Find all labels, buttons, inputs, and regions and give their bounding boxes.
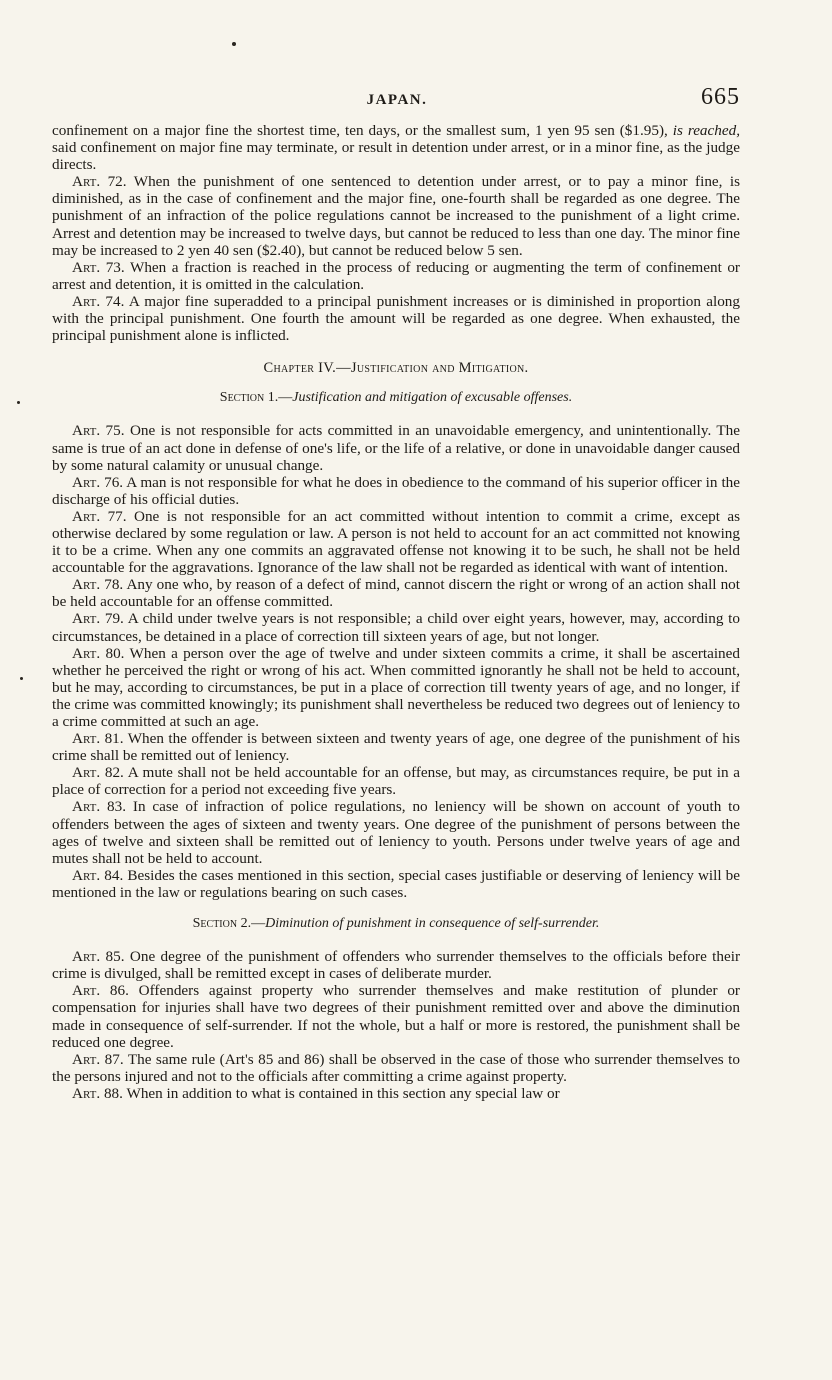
- page-header: [52, 84, 742, 114]
- chapter-title: Justification and Mitigation.: [350, 360, 529, 377]
- article-text: A child under twelve years is not responsible; a child over eight years, however, may, according to circumstances, be detained in a place of correction till sixteen years of age, but not longer.: [52, 610, 740, 645]
- ink-speck: [20, 677, 23, 680]
- article-label: Art. 75.: [72, 422, 125, 440]
- article-label: Art. 74.: [72, 292, 125, 310]
- article-label: Art. 83.: [72, 798, 127, 816]
- article-paragraph: [52, 293, 740, 344]
- article-label: Art. 79.: [72, 610, 124, 628]
- section-2-heading: [52, 915, 740, 932]
- article-text: One degree of the punishment of offenders who surrender themselves to the officials before their crime is divulged, shall be remitted except in cases of deliberate murder.: [52, 948, 741, 983]
- article-label: Art. 78.: [72, 576, 124, 594]
- article-paragraph: [52, 576, 740, 610]
- section-2-dash: —: [251, 916, 266, 932]
- article-text: Any one who, by reason of a defect of mind, cannot discern the right or wrong of an action shall not be held accountable for an offense committed.: [52, 576, 740, 611]
- article-label: Art. 72.: [72, 173, 127, 191]
- intro-text-italic: is reached,: [672, 122, 740, 139]
- article-paragraph: [52, 948, 740, 982]
- ink-speck: [17, 401, 20, 404]
- article-paragraph: [52, 867, 740, 901]
- article-text: When a person over the age of twelve and under sixteen commits a crime, it shall be ascertained whether he perceived the right or wrong of his act. When committed ignorantly he shall not be held to account, but he may, according to circumstances, be put in a place of correction till twenty years of age, and no longer, if the crime was committed knowingly; its punishment shall nevertheless be reduced two degrees out of leniency to a crime committed at such an age.: [52, 644, 740, 730]
- running-title: JAPAN.: [366, 92, 428, 108]
- article-label: Art. 88.: [72, 1084, 123, 1102]
- article-paragraph: [52, 474, 740, 508]
- article-paragraph: [52, 645, 740, 730]
- section-1-dash: —: [278, 390, 293, 406]
- article-paragraph: [52, 259, 740, 293]
- article-label: Art. 76.: [72, 473, 124, 491]
- article-label: Art. 87.: [72, 1050, 124, 1068]
- section-1-heading: [52, 389, 740, 406]
- article-paragraph: [52, 730, 740, 764]
- intro-text-after: said confinement on major fine may terminate, or result in detention under arrest, or in a minor fine, as the judge directs.: [52, 139, 740, 174]
- article-label: Art. 82.: [72, 764, 124, 782]
- articles-group-c: [52, 948, 740, 1102]
- ink-speck: [232, 42, 236, 46]
- article-label: Art. 85.: [72, 948, 125, 966]
- article-paragraph: [52, 508, 740, 576]
- article-paragraph: [52, 764, 740, 798]
- article-text: A man is not responsible for what he does in obedience to the command of his superior officer in the discharge of his official duties.: [52, 473, 740, 508]
- chapter-dash: —: [336, 360, 351, 377]
- section-2-label: Section 2.: [192, 916, 252, 932]
- article-paragraph: [52, 798, 740, 866]
- article-text: One is not responsible for an act committed without intention to commit a crime, except as otherwise declared by some regulation or law. A person is not held to account for an act committed not knowing it to be a crime. When any one commits an aggravated offense not knowing it to be such, he shall not be held accountable for the aggravations. Ignorance of the law shall not be regarded as identical with want of intention.: [52, 507, 740, 577]
- article-label: Art. 73.: [72, 258, 125, 276]
- article-text: When in addition to what is contained in this section any special law or: [126, 1084, 560, 1102]
- section-1-title: Justification and mitigation of excusable offenses.: [292, 390, 573, 406]
- article-paragraph: [52, 422, 740, 473]
- articles-group-b: [52, 422, 740, 901]
- article-text: When a fraction is reached in the process of reducing or augmenting the term of confinement or arrest and detention, it is omitted in the calculation.: [52, 258, 740, 293]
- section-2-title: Diminution of punishment in consequence of self-surrender.: [265, 916, 600, 932]
- article-paragraph: [52, 1051, 740, 1085]
- article-label: Art. 81.: [72, 730, 124, 748]
- article-label: Art. 84.: [72, 866, 124, 884]
- body-text: [52, 122, 740, 1102]
- article-label: Art. 86.: [72, 982, 129, 1000]
- article-paragraph: [52, 982, 740, 1050]
- article-text: A mute shall not be held accountable for an offense, but may, as circumstances require, be put in a place of correction for a period not exceeding five years.: [52, 764, 740, 799]
- article-text: In case of infraction of police regulations, no leniency will be shown on account of youth to offenders between the ages of sixteen and twenty years. One degree of the punishment of persons between the ages of twelve and sixteen shall be remitted out of leniency to youth. Persons under twelve years of age and mutes shall not be held to account.: [52, 798, 740, 867]
- article-paragraph: [52, 173, 740, 258]
- articles-group-a: [52, 173, 740, 344]
- intro-paragraph: [52, 122, 740, 173]
- article-text: The same rule (Art's 85 and 86) shall be observed in the case of those who surrender themselves to the persons injured and not to the officials after committing a crime against property.: [52, 1050, 740, 1085]
- article-label: Art. 80.: [72, 644, 125, 662]
- section-1-label: Section 1.: [219, 390, 279, 406]
- chapter-label: Chapter IV.: [263, 360, 337, 377]
- article-label: Art. 77.: [72, 507, 127, 525]
- article-paragraph: [52, 1085, 740, 1102]
- article-paragraph: [52, 610, 740, 644]
- chapter-heading: [52, 360, 740, 377]
- page-number: 665: [701, 84, 740, 110]
- article-text: A major fine superadded to a principal punishment increases or is diminished in proportion along with the principal punishment. One fourth the amount will be regarded as one degree. When exhausted, the principal punishment alone is inflicted.: [52, 292, 740, 345]
- article-text: When the punishment of one sentenced to detention under arrest, or to pay a minor fine, is diminished, as in the case of confinement and the major fine, one-fourth shall be regarded as one degree. The punishment of an infraction of the police regulations cannot be increased to the punishment of a light crime. Arrest and detention may be increased to twelve days, but cannot be reduced to less than one day. The minor fine may be increased to 2 yen 40 sen ($2.40), but cannot be reduced below 5 sen.: [52, 173, 740, 259]
- article-text: When the offender is between sixteen and twenty years of age, one degree of the punishment of his crime shall be remitted out of leniency.: [52, 730, 741, 765]
- article-text: Offenders against property who surrender themselves and make restitution of plunder or compensation for injuries shall have two degrees of their punishment remitted over and above the diminution made in consequence of self-surrender. If not the whole, but a half or more is restored, the punishment shall be reduced one degree.: [52, 982, 740, 1051]
- article-text: One is not responsible for acts committed in an unavoidable emergency, and unintentionally. The same is true of an act done in defense of one's life, or the life of a relative, or done in unavoidable danger caused by some natural calamity or unusual change.: [52, 422, 740, 474]
- article-text: Besides the cases mentioned in this section, special cases justifiable or deserving of leniency will be mentioned in the law or regulations bearing on such cases.: [52, 866, 741, 901]
- intro-text-before: confinement on a major fine the shortest time, ten days, or the smallest sum, 1 yen 95 sen ($1.95),: [52, 122, 673, 139]
